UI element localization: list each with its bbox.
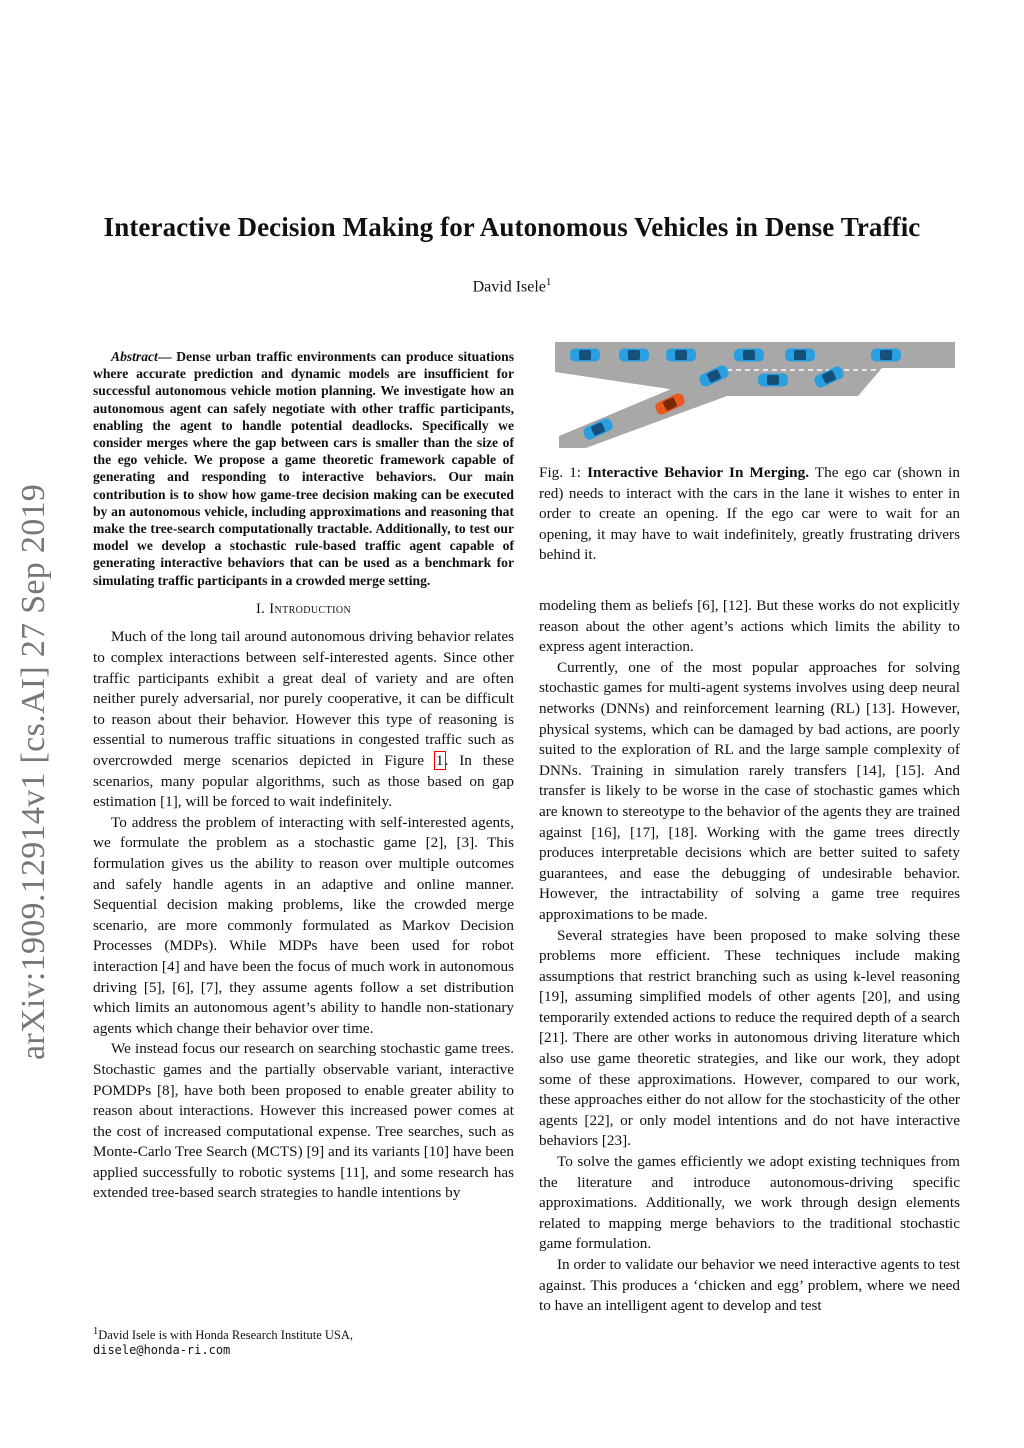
figure-ref-link[interactable]: 1 bbox=[435, 752, 444, 769]
intro-paragraph-3: We instead focus our research on searching stochastic game trees. Stochastic games and the partially observable variant, interactive POMDPs [8], have both been proposed to enable greater ability to reason about interactions. However this increased power comes at the cost of increased computational expense. Tree searches, such as Monte-Carlo Tree Search (MCTS) [9] and its variants [10] have been applied successfully to robotic systems [11], and some research has extended tree-based search strategies to handle intentions by bbox=[93, 1040, 514, 1202]
left-column bbox=[93, 348, 514, 1204]
author-affiliation-mark: 1 bbox=[545, 276, 552, 288]
footnote bbox=[93, 1324, 514, 1358]
paper-title: Interactive Decision Making for Autonomous Vehicles in Dense Traffic bbox=[103, 212, 921, 242]
intro-p1-text-a: Much of the long tail around autonomous driving behavior relates to complex interactions between self-interested agents. Since other traffic participants exhibit a great deal of variety and are often neither purely adversarial, nor purely cooperative, it can be difficult to reason about their behavior. However this type of reasoning is essential to numerous traffic situations in congested traffic such as overcrowded merge scenarios depicted in Figure bbox=[93, 628, 514, 769]
figure-label: Fig. 1: bbox=[539, 464, 588, 481]
figure-title: Interactive Behavior In Merging. bbox=[587, 464, 809, 481]
right-paragraph-3: Several strategies have been proposed to make solving these problems more efficient. These techniques include making assumptions that restrict branching such as using k-level reasoning [19], assuming simplified models of other agents [20], and using temporarily extended actions to reduce the required depth of a search [21]. There are other works in autonomous driving literature which also use game theoretic strategies, and like our work, they adopt some of these approximations. However, compared to our work, these approaches either do not allow for the stochasticity of the other agents [22], or only model intentions and do not have interactive behaviors [23]. bbox=[539, 926, 960, 1150]
abstract-dash: — bbox=[157, 349, 177, 364]
abstract-text: Dense urban traffic environments can produce situations where accurate prediction and dynamic models are insufficient for successful autonomous vehicle motion planning. We investigate how an autonomous agent can safely negotiate with other traffic participants, enabling the agent to handle potential deadlocks. Specifically we consider merges where the gap between cars is smaller than the size of the ego vehicle. We propose a game theoretic framework capable of generating and responding to interactive behaviors. Our main contribution is to show how game-tree decision making can be executed by an autonomous vehicle, including approximations and reasoning that make the tree-search computationally tractable. Additionally, to test our model we develop a stochastic rule-based traffic agent capable of generating interactive behaviors that can be used as a benchmark for simulating traffic participants in a crowded merge setting. bbox=[93, 349, 514, 588]
car-blue bbox=[871, 349, 901, 362]
intro-paragraph-1 bbox=[93, 627, 514, 812]
right-column bbox=[539, 596, 960, 1317]
arxiv-identifier: arXiv:1909.12914v1 [cs.AI] 27 Sep 2019 bbox=[15, 483, 52, 1060]
right-paragraph-1: modeling them as beliefs [6], [12]. But these works do not explicitly reason about the other agent’s actions which limits the ability to express agent interaction. bbox=[539, 597, 960, 656]
abstract-label: Abstract bbox=[111, 349, 158, 364]
right-paragraph-4: To solve the games efficiently we adopt existing techniques from the literature and introduce autonomous-driving specific approximations. Additionally, we work through design elements related to mapping merge behaviors to the traditional stochastic game formulation. bbox=[539, 1153, 960, 1253]
footnote-email[interactable]: disele@honda-ri.com bbox=[93, 1343, 231, 1358]
intro-p1-text-b: . In these scenarios, many popular algorithms, such as those based on gap estimation [1], will be forced to wait indefinitely. bbox=[93, 752, 514, 811]
author-name: David Isele bbox=[472, 278, 546, 296]
car-blue bbox=[758, 374, 788, 387]
car-blue bbox=[785, 349, 815, 362]
right-paragraph-2: Currently, one of the most popular approaches for solving stochastic games for multi-agent systems involves using deep neural networks (DNNs) and reinforcement learning (RL) [13]. However, physical systems, which can be damaged by bad actions, are poorly suited to the exploration of RL and the large sample complexity of DNNs. Training in simulation rarely transfers [14], [15]. And transfer is likely to be worse in the case of stochastic games which are known to stereotype to the behavior of the agents they are trained against [16], [17], [18]. Working with the game trees directly produces interpretable decisions which are better suited to safety guarantees, and ease the debugging of undesirable behavior. However, the intractability of solving a game tree requires approximations to be made. bbox=[539, 658, 960, 923]
section-heading-introduction: I. Introduction bbox=[255, 600, 352, 617]
footnote-text: David Isele is with Honda Research Institute USA, bbox=[98, 1328, 354, 1343]
car-blue bbox=[619, 349, 649, 362]
merge-figure bbox=[549, 340, 955, 450]
car-blue bbox=[570, 349, 600, 362]
car-blue bbox=[734, 349, 764, 362]
author-line bbox=[0, 276, 1024, 296]
intro-paragraph-2: To address the problem of interacting with self-interested agents, we formulate the problem as a stochastic game [2], [3]. This formulation gives us the ability to reason over multiple outcomes and safely handle agents in an adaptive and online manner. Sequential decision making problems, like the crowded merge scenario, are more commonly formulated as Markov Decision Processes (MDPs). While MDPs have been used for robot interaction [4] and have been the focus of much work in autonomous driving [5], [6], [7], they assume agents follow a set distribution which limits an autonomous agent’s ability to handle non-stationary agents which change their behavior over time. bbox=[93, 813, 514, 1037]
footnote-mark: 1 bbox=[93, 1326, 99, 1337]
car-blue bbox=[666, 349, 696, 362]
abstract bbox=[93, 348, 514, 589]
figure-caption bbox=[539, 463, 960, 566]
figure-caption-text: The ego car (shown in red) needs to interact with the cars in the lane it wishes to enter in order to create an opening. If the ego car were to wait for an opening, it may have to wait indefinitely, greatly frustrating drivers behind it. bbox=[539, 464, 960, 564]
right-paragraph-5: In order to validate our behavior we need interactive agents to test against. This produces a ‘chicken and egg’ problem, where we need to have an intelligent agent to develop and test bbox=[539, 1256, 960, 1315]
